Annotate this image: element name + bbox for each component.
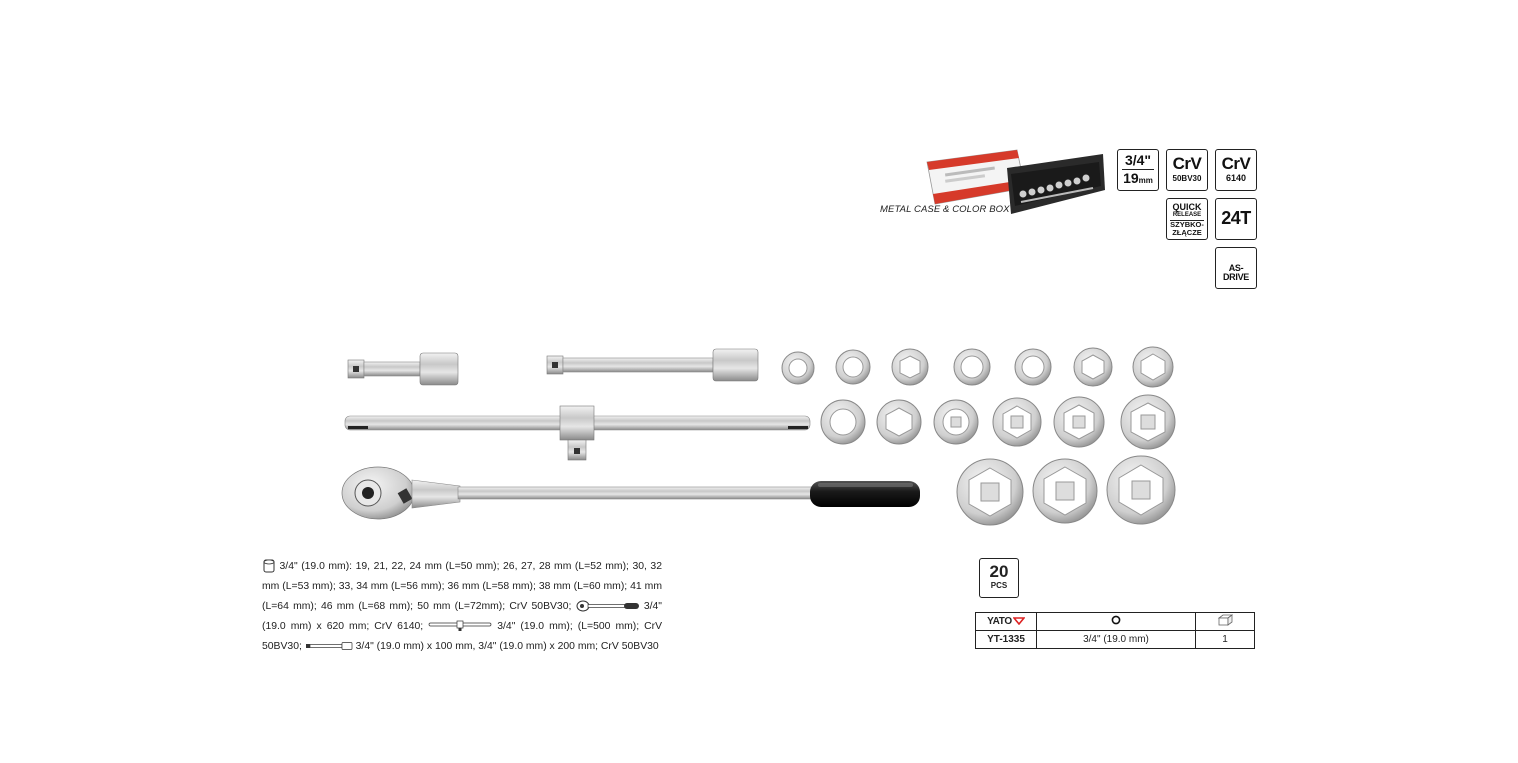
box-icon — [1217, 614, 1233, 626]
description-extensions: 3/4" (19.0 mm) x 100 mm, 3/4" (19.0 mm) x 200 mm; CrV 50BV30 — [355, 641, 659, 652]
sockets-small-row — [782, 347, 1173, 387]
spec-table — [975, 612, 1255, 649]
description-sockets: 3/4" (19.0 mm): 19, 21, 22, 24 mm (L=50 mm); 26, 27, 28 mm (L=52 mm); 30, 32 mm (L=53 mm); 33, 34 mm (L=56 mm); 36 mm (L=58 mm); 38 mm (L=60 mm); 41 mm (L=64 mm); 46 mm (L=68 mm); 50 mm (L=72mm); CrV 50BV30; — [262, 561, 662, 612]
asdrive-label: AS-DRIVE — [1222, 263, 1249, 282]
quantity: 1 — [1196, 631, 1255, 649]
ratchet-handle — [342, 467, 920, 519]
description-t-bar: 3/4" (19.0 mm); (L=500 mm); CrV 50BV30; — [262, 621, 663, 652]
quick-line3: SZYBKO- — [1170, 220, 1204, 229]
sockets-medium-row — [821, 395, 1175, 449]
teeth-value: 24T — [1221, 208, 1251, 228]
set-description — [262, 557, 662, 657]
crv-6140-badge — [1215, 149, 1257, 191]
quick-release-badge — [1166, 198, 1208, 240]
as-drive-badge — [1215, 247, 1257, 289]
extension-bar-200mm — [547, 349, 758, 381]
quick-line1: QUICK — [1172, 202, 1202, 212]
drive-mm-unit: mm — [1138, 176, 1153, 185]
sliding-t-bar — [345, 406, 810, 460]
drive-mm-value: 19 — [1123, 170, 1139, 186]
spec-table-header — [976, 613, 1255, 631]
model-number: YT-1335 — [976, 631, 1037, 649]
quick-line4: ZŁĄCZE — [1172, 228, 1202, 237]
drive-header-cell — [1037, 613, 1196, 631]
socket-drive-icon — [1111, 615, 1121, 625]
quick-line2: RELEASE — [1172, 212, 1202, 218]
brand-cell — [976, 613, 1037, 631]
socket-icon — [262, 559, 276, 573]
crv2-main: CrV — [1221, 154, 1251, 173]
crv2-sub: 6140 — [1225, 173, 1247, 183]
crv1-main: CrV — [1172, 154, 1202, 173]
extension-icon — [305, 641, 353, 651]
socket-set-illustration — [340, 340, 1190, 540]
t-bar-icon — [428, 620, 492, 632]
pieces-count: 20 — [989, 562, 1009, 581]
package-caption: METAL CASE & COLOR BOX — [880, 204, 1010, 215]
yato-logo-icon — [1013, 617, 1025, 625]
drive-fraction: 3/4" — [1122, 153, 1154, 170]
ratchet-icon — [576, 600, 640, 612]
extension-bar-100mm — [348, 353, 458, 385]
brand-logo: YATO — [987, 616, 1012, 627]
qty-header-cell — [1196, 613, 1255, 631]
pieces-count-badge — [979, 558, 1019, 598]
teeth-24t-badge — [1215, 198, 1257, 240]
crv-50bv30-badge — [1166, 149, 1208, 191]
crv1-sub: 50BV30 — [1172, 174, 1202, 183]
drive-size: 3/4" (19.0 mm) — [1037, 631, 1196, 649]
description-ratchet: 3/4" (19.0 mm) x 620 mm; CrV 6140; — [262, 601, 662, 632]
drive-size-badge — [1117, 149, 1159, 191]
spec-table-row — [976, 631, 1255, 649]
sockets-large-row — [957, 456, 1175, 525]
pieces-label: PCS — [990, 581, 1008, 590]
